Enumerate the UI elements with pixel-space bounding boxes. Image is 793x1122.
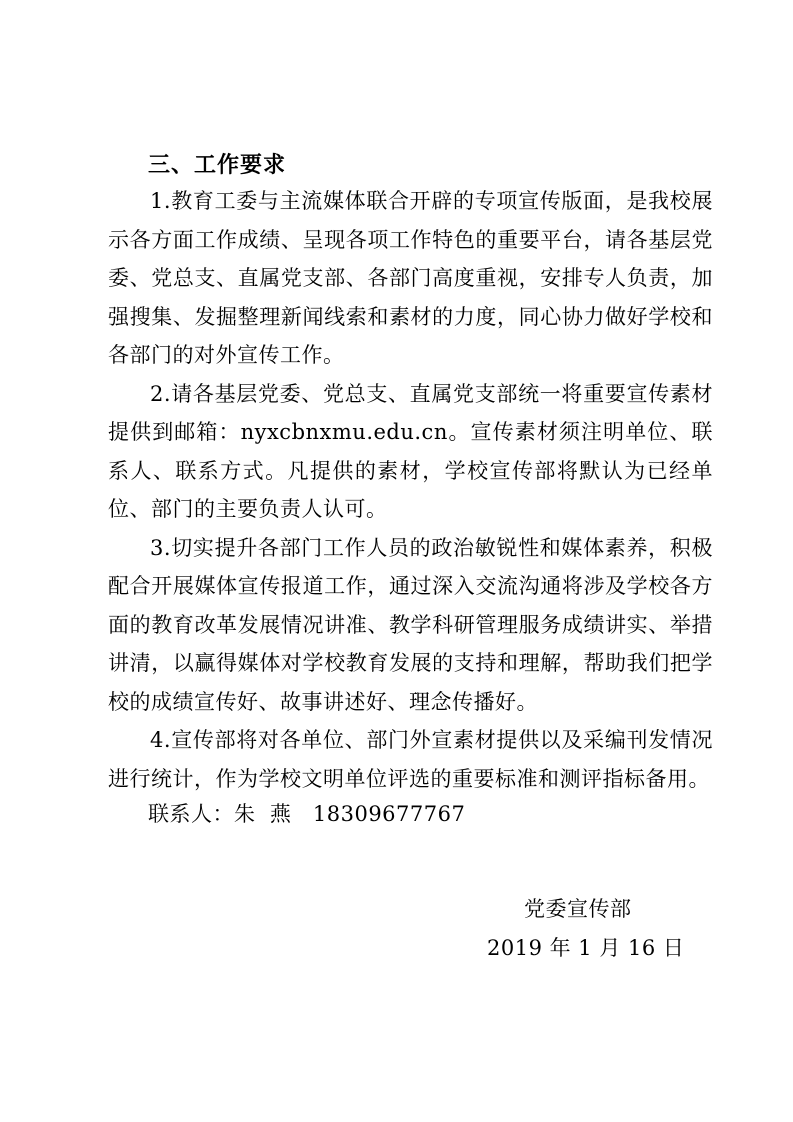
paragraph-4: 4.宣传部将对各单位、部门外宣素材提供以及采编刊发情况进行统计，作为学校文明单位评选的重要标准和测评指标备用。 [108,728,713,791]
signature-department: 党委宣传部 [524,897,632,921]
paragraph-2: 2.请各基层党委、党总支、直属党支部统一将重要宣传素材提供到邮箱：nyxcbnxmu.edu.cn。宣传素材须注明单位、联系人、联系方式。凡提供的素材，学校宣传部将默认为已经单位、部门的主要负责人认可。 [108,381,713,521]
contact-line: 联系人：朱 燕 18309677767 [148,802,466,826]
section-heading: 三、工作要求 [148,152,287,178]
paragraph-3: 3.切实提升各部门工作人员的政治敏锐性和媒体素养，积极配合开展媒体宣传报道工作，通过深入交流沟通将涉及学校各方面的教育改革发展情况讲准、教学科研管理服务成绩讲实、举措讲清，以赢得媒体对学校教育发展的支持和理解，帮助我们把学校的成绩宣传好、故事讲述好、理念传播好。 [108,535,713,714]
signature-date: 2019 年 1 月 16 日 [487,936,685,960]
paragraph-1: 1.教育工委与主流媒体联合开辟的专项宣传版面，是我校展示各方面工作成绩、呈现各项工作特色的重要平台，请各基层党委、党总支、直属党支部、各部门高度重视，安排专人负责，加强搜集、发掘整理新闻线索和素材的力度，同心协力做好学校和各部门的对外宣传工作。 [108,189,713,367]
body-text [108,182,713,798]
